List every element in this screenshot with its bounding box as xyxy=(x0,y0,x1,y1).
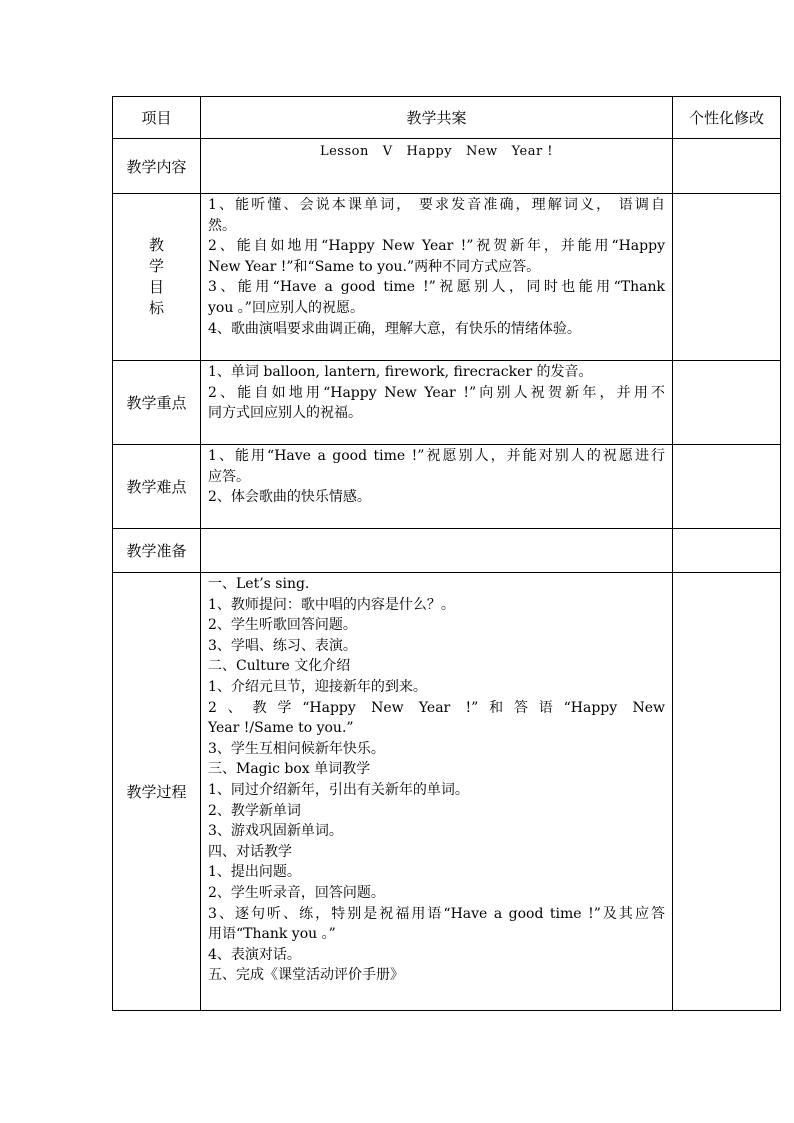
edit-cell-objectives[interactable] xyxy=(673,194,781,361)
text-line: 4、歌曲演唱要求曲调正确，理解大意，有快乐的情绪体验。 xyxy=(208,320,581,337)
edit-cell-key-points[interactable] xyxy=(673,361,781,445)
text-line: 3、学唱、练习、表演。 xyxy=(208,637,357,654)
label-preparation: 教学准备 xyxy=(113,529,201,573)
label-objectives-char: 目 xyxy=(148,278,164,296)
header-shared-plan: 教学共案 xyxy=(201,97,673,139)
text-line: 然。 xyxy=(208,217,236,234)
row-difficulties xyxy=(113,445,781,529)
text-line: 2、学生听录音，回答问题。 xyxy=(208,884,385,901)
text-line: 2、教学新单词 xyxy=(208,802,301,819)
text-line: you 。”回应别人的祝愿。 xyxy=(208,299,364,316)
edit-cell-difficulties[interactable] xyxy=(673,445,781,529)
difficulties-text xyxy=(201,445,673,529)
edit-cell-process[interactable] xyxy=(673,573,781,1011)
text-line: 2、教学“Happy New Year !”和答语“Happy New xyxy=(208,699,665,716)
text-line: 1、教师提问：歌中唱的内容是什么？。 xyxy=(208,596,455,613)
text-line: 二、Culture 文化介绍 xyxy=(208,658,351,675)
text-line: 应答。 xyxy=(208,468,250,485)
text-line: 2、体会歌曲的快乐情感。 xyxy=(208,489,371,506)
text-line: 五、完成《课堂活动评价手册》 xyxy=(208,967,404,984)
text-line: 一、Let’s sing. xyxy=(208,576,310,592)
objectives-text xyxy=(201,194,673,361)
text-line: 同方式回应别人的祝福。 xyxy=(208,405,362,422)
header-item: 项目 xyxy=(113,97,201,139)
text-line: 用语“Thank you 。” xyxy=(208,926,336,943)
row-preparation xyxy=(113,529,781,573)
text-line: 3、游戏巩固新单词。 xyxy=(208,823,343,840)
lesson-plan-table xyxy=(112,96,781,1011)
row-teaching-content xyxy=(113,139,781,194)
row-key-points xyxy=(113,361,781,445)
label-objectives-char: 标 xyxy=(148,299,164,317)
text-line: 2、能自如地用“Happy New Year !”祝贺新年，并能用“Happy xyxy=(208,238,665,255)
edit-cell-content[interactable] xyxy=(673,139,781,194)
text-line: 1、介绍元旦节，迎接新年的到来。 xyxy=(208,678,427,695)
text-line: 四、对话教学 xyxy=(208,843,292,860)
text-line: 1、提出问题。 xyxy=(208,864,301,881)
teaching-content-text: Lesson V Happy New Year ! xyxy=(201,139,673,194)
label-process: 教学过程 xyxy=(113,573,201,1011)
header-row xyxy=(113,97,781,139)
text-line: 1、能听懂、会说本课单词， 要求发音准确，理解词义， 语调自 xyxy=(208,197,665,213)
label-teaching-content: 教学内容 xyxy=(113,139,201,194)
label-key-points: 教学重点 xyxy=(113,361,201,445)
text-line: 1、单词 balloon, lantern, firework, firecracker 的发音。 xyxy=(208,364,593,380)
text-line: Year !/Same to you.” xyxy=(208,720,354,737)
text-line: 3、学生互相问候新年快乐。 xyxy=(208,740,385,757)
label-objectives-char: 学 xyxy=(148,257,164,275)
label-objectives-char: 教 xyxy=(148,236,164,254)
key-points-text xyxy=(201,361,673,445)
row-process xyxy=(113,573,781,1011)
text-line: 4、表演对话。 xyxy=(208,946,301,963)
text-line: 1、同过介绍新年，引出有关新年的单词。 xyxy=(208,781,469,798)
label-objectives xyxy=(113,194,201,361)
text-line: 3、逐句听、练，特别是祝福用语“Have a good time !”及其应答 xyxy=(208,905,665,922)
row-objectives xyxy=(113,194,781,361)
text-line: 2、学生听歌回答问题。 xyxy=(208,617,357,634)
edit-cell-preparation[interactable] xyxy=(673,529,781,573)
process-text xyxy=(201,573,673,1011)
label-difficulties: 教学难点 xyxy=(113,445,201,529)
text-line: 1、能用“Have a good time !”祝愿别人，并能对别人的祝愿进行 xyxy=(208,448,665,464)
text-line: 3、能用“Have a good time !”祝愿别人，同时也能用“Thank xyxy=(208,279,665,296)
text-line: 三、Magic box 单词教学 xyxy=(208,761,371,778)
text-line: New Year !”和“Same to you.”两种不同方式应答。 xyxy=(208,258,541,275)
text-line: 2、能自如地用“Happy New Year !”向别人祝贺新年，并用不 xyxy=(208,384,665,401)
header-personal-edit: 个性化修改 xyxy=(673,97,781,139)
preparation-text[interactable] xyxy=(201,529,673,573)
